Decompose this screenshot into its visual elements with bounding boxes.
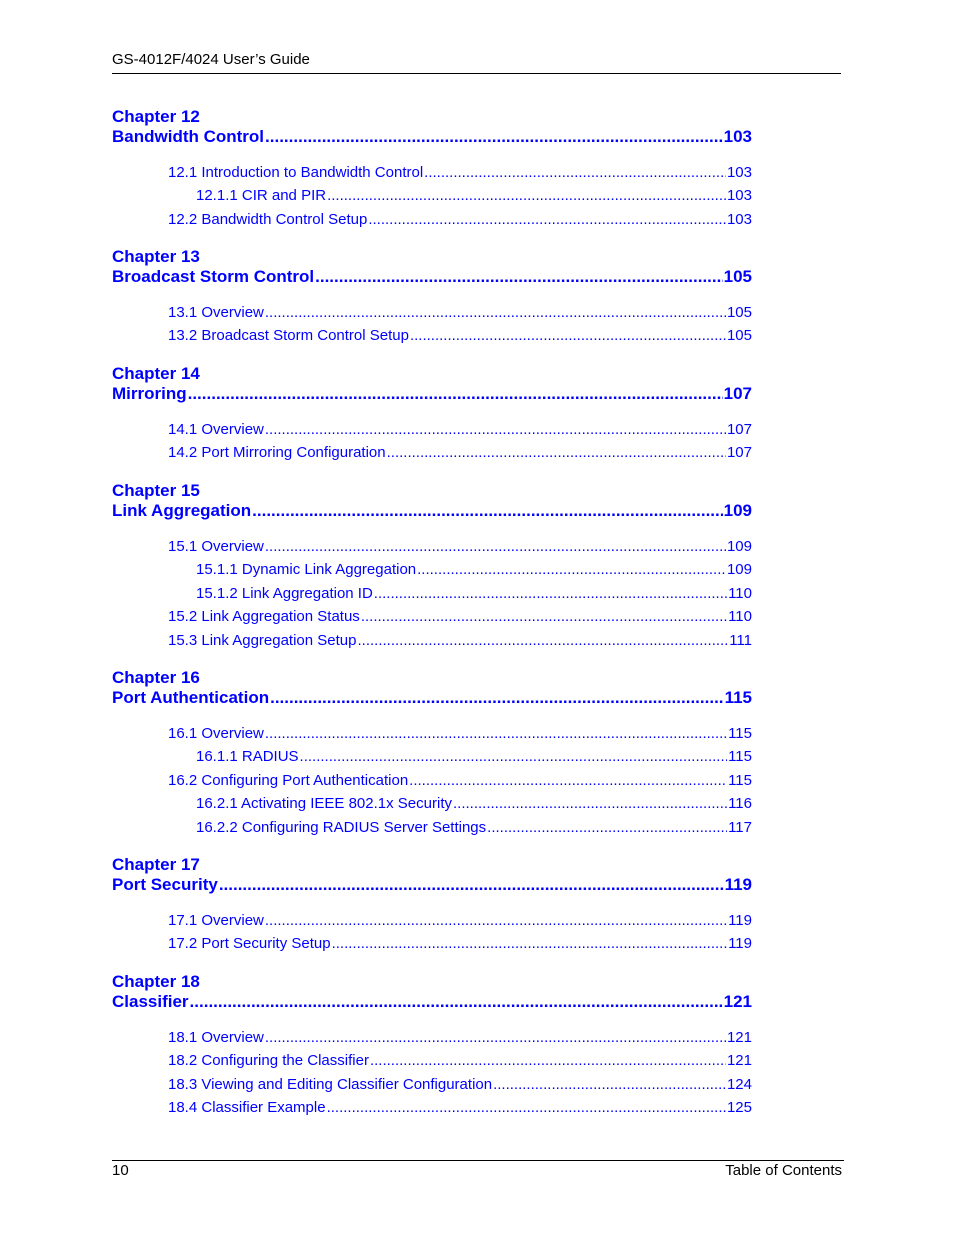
section-entry-page: 121: [726, 1029, 752, 1046]
section-entry-title: 15.3 Link Aggregation Setup: [168, 631, 357, 649]
section-entry-page: 110: [728, 584, 752, 602]
section-entry-page: 124: [726, 1075, 752, 1093]
section-entry-page: 116: [728, 795, 752, 813]
leader-dots: [370, 1052, 726, 1069]
section-entry-page: 107: [726, 421, 752, 438]
leader-dots: [315, 267, 722, 287]
chapter-entry-page: 105: [723, 267, 752, 286]
section-entry[interactable]: [168, 444, 752, 461]
section-entry-title: 17.1 Overview: [168, 912, 264, 929]
section-entry-page: 119: [728, 935, 752, 953]
leader-dots: [387, 444, 726, 461]
section-entry-title: 15.1.2 Link Aggregation ID: [196, 584, 373, 602]
leader-dots: [252, 501, 722, 521]
leader-dots: [361, 608, 727, 625]
section-entry[interactable]: [168, 1029, 752, 1046]
chapter-entry[interactable]: [112, 688, 752, 708]
leader-dots: [270, 688, 723, 708]
leader-dots: [410, 327, 726, 344]
chapter-label[interactable]: Chapter 12: [112, 107, 200, 126]
section-entry-page: 110: [728, 608, 752, 626]
leader-dots: [265, 1029, 726, 1046]
section-entry-title: 16.2.1 Activating IEEE 802.1x Security: [196, 795, 452, 813]
chapter-entry-page: 107: [723, 384, 752, 403]
chapter-entry-title: Broadcast Storm Control: [112, 267, 315, 286]
leader-dots: [409, 772, 727, 789]
section-entry-title: 12.2 Bandwidth Control Setup: [168, 210, 368, 228]
leader-dots: [374, 585, 727, 602]
section-entry-page: 119: [728, 912, 752, 929]
chapter-entry-title: Bandwidth Control: [112, 127, 265, 146]
chapter-entry-page: 119: [724, 875, 752, 894]
section-entry[interactable]: [196, 748, 752, 765]
section-entry-page: 115: [728, 725, 752, 742]
section-entry[interactable]: [168, 632, 752, 649]
chapter-label[interactable]: Chapter 16: [112, 668, 200, 687]
section-entry-page: 107: [726, 444, 752, 462]
section-entry-title: 13.2 Broadcast Storm Control Setup: [168, 327, 409, 345]
leader-dots: [190, 992, 723, 1012]
leader-dots: [300, 748, 728, 765]
section-entry[interactable]: [168, 912, 752, 929]
section-entry-title: 18.3 Viewing and Editing Classifier Configuration: [168, 1075, 493, 1093]
leader-dots: [265, 912, 727, 929]
section-entry-page: 109: [726, 561, 752, 579]
leader-dots: [265, 421, 726, 438]
section-entry-page: 105: [726, 304, 752, 321]
section-entry-page: 103: [726, 187, 752, 205]
section-entry[interactable]: [196, 795, 752, 812]
chapter-entry[interactable]: [112, 127, 752, 147]
chapter-entry[interactable]: [112, 267, 752, 287]
section-entry-title: 18.4 Classifier Example: [168, 1099, 326, 1117]
section-entry[interactable]: [196, 585, 752, 602]
chapter-label[interactable]: Chapter 13: [112, 247, 200, 266]
chapter-entry-title: Link Aggregation: [112, 501, 252, 520]
section-entry-page: 117: [728, 818, 752, 836]
chapter-entry-page: 109: [723, 501, 752, 520]
chapter-entry-title: Mirroring: [112, 384, 187, 403]
section-entry-page: 115: [728, 771, 752, 789]
chapter-label[interactable]: Chapter 17: [112, 855, 200, 874]
chapter-entry-page: 103: [723, 127, 752, 146]
section-entry-page: 105: [726, 327, 752, 345]
section-entry[interactable]: [168, 608, 752, 625]
section-entry-title: 15.1.1 Dynamic Link Aggregation: [196, 561, 417, 579]
section-entry[interactable]: [196, 819, 752, 836]
page-number: 10: [112, 1162, 129, 1179]
chapter-entry[interactable]: [112, 384, 752, 404]
section-entry-title: 13.1 Overview: [168, 304, 264, 321]
section-entry[interactable]: [168, 1076, 752, 1093]
chapter-entry-page: 121: [723, 992, 752, 1011]
leader-dots: [265, 725, 727, 742]
chapter-entry-title: Port Security: [112, 875, 218, 894]
section-entry-title: 18.2 Configuring the Classifier: [168, 1052, 369, 1070]
chapter-label[interactable]: Chapter 15: [112, 481, 200, 500]
leader-dots: [368, 211, 726, 228]
section-entry-title: 15.1 Overview: [168, 538, 264, 555]
section-entry[interactable]: [168, 1099, 752, 1116]
section-entry-page: 115: [728, 748, 752, 766]
section-entry[interactable]: [168, 1052, 752, 1069]
chapter-entry[interactable]: [112, 501, 752, 521]
section-entry-title: 17.2 Port Security Setup: [168, 935, 331, 953]
footer-section: Table of Contents: [725, 1162, 842, 1179]
chapter-entry-title: Classifier: [112, 992, 189, 1011]
leader-dots: [487, 819, 727, 836]
section-entry-page: 121: [726, 1052, 752, 1070]
leader-dots: [327, 1099, 726, 1116]
section-entry[interactable]: [196, 187, 752, 204]
leader-dots: [327, 187, 726, 204]
section-entry-title: 12.1 Introduction to Bandwidth Control: [168, 164, 424, 181]
leader-dots: [357, 632, 728, 649]
footer-rule: [112, 1160, 844, 1161]
section-entry-title: 14.2 Port Mirroring Configuration: [168, 444, 386, 462]
section-entry[interactable]: [196, 561, 752, 578]
section-entry[interactable]: [168, 935, 752, 952]
leader-dots: [417, 561, 726, 578]
section-entry-title: 18.1 Overview: [168, 1029, 264, 1046]
section-entry[interactable]: [168, 211, 752, 228]
leader-dots: [188, 384, 723, 404]
section-entry[interactable]: [168, 164, 752, 181]
leader-dots: [332, 935, 727, 952]
chapter-entry-title: Port Authentication: [112, 688, 270, 707]
chapter-entry-page: 115: [724, 688, 752, 707]
leader-dots: [265, 304, 726, 321]
section-entry-title: 16.1 Overview: [168, 725, 264, 742]
chapter-label[interactable]: Chapter 14: [112, 364, 200, 383]
leader-dots: [219, 875, 724, 895]
section-entry[interactable]: [168, 304, 752, 321]
section-entry[interactable]: [168, 327, 752, 344]
section-entry[interactable]: [168, 421, 752, 438]
section-entry-page: 125: [726, 1099, 752, 1117]
chapter-entry[interactable]: [112, 875, 752, 895]
section-entry-page: 103: [726, 210, 752, 228]
leader-dots: [265, 127, 723, 147]
section-entry-title: 15.2 Link Aggregation Status: [168, 608, 360, 626]
chapter-label[interactable]: Chapter 18: [112, 972, 200, 991]
leader-dots: [265, 538, 726, 555]
section-entry-page: 111: [729, 631, 752, 649]
section-entry-title: 16.2.2 Configuring RADIUS Server Settings: [196, 818, 487, 836]
chapter-entry[interactable]: [112, 992, 752, 1012]
section-entry-page: 109: [726, 538, 752, 555]
section-entry-title: 14.1 Overview: [168, 421, 264, 438]
section-entry[interactable]: [168, 725, 752, 742]
leader-dots: [493, 1076, 726, 1093]
section-entry-title: 12.1.1 CIR and PIR: [196, 187, 327, 205]
section-entry-page: 103: [726, 164, 752, 181]
running-header: GS-4012F/4024 User’s Guide: [112, 51, 310, 68]
section-entry[interactable]: [168, 772, 752, 789]
leader-dots: [453, 795, 727, 812]
section-entry-title: 16.2 Configuring Port Authentication: [168, 771, 409, 789]
section-entry-title: 16.1.1 RADIUS: [196, 748, 299, 766]
leader-dots: [424, 164, 726, 181]
section-entry[interactable]: [168, 538, 752, 555]
